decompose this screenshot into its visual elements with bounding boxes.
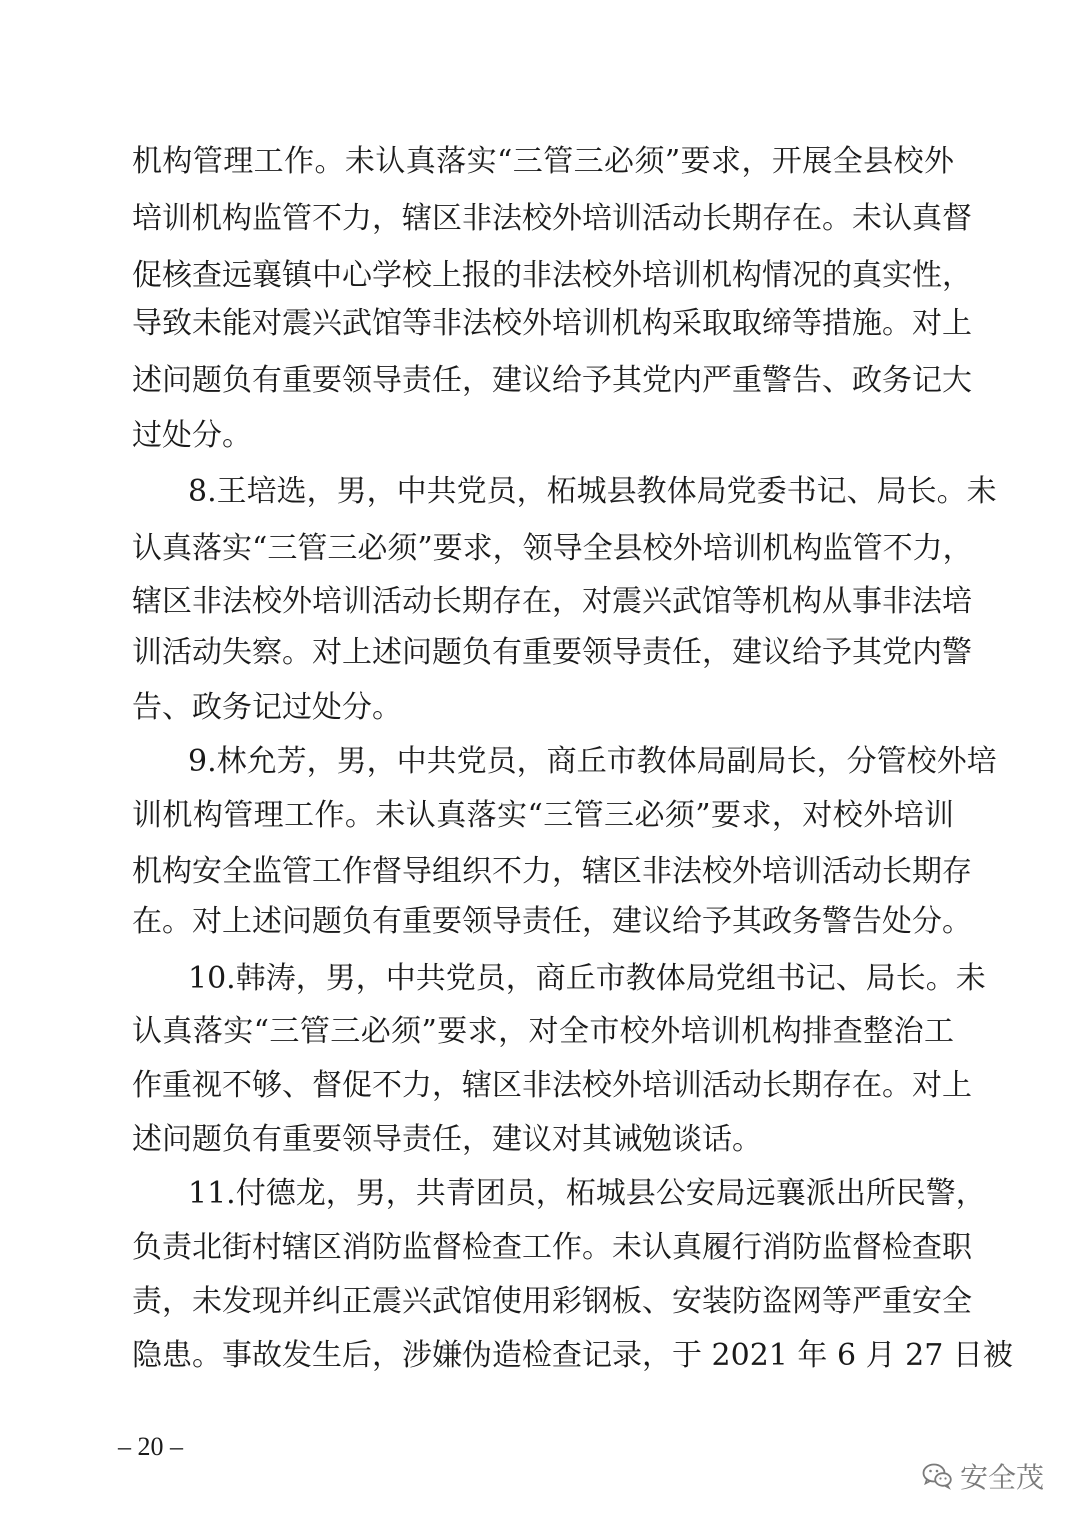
text-line: 述问题负有重要领导责任，建议对其诫勉谈话。 xyxy=(132,1122,762,1157)
text-line: 告、政务记过处分。 xyxy=(132,690,402,725)
text-line: 述问题负有重要领导责任，建议给予其党内严重警告、政务记大 xyxy=(132,363,972,398)
paragraph-first-line: 8.王培选，男，中共党员，柘城县教体局党委书记、局长。未 xyxy=(188,474,997,509)
paragraph-first-line: 10.韩涛，男，中共党员，商丘市教体局党组书记、局长。未 xyxy=(188,961,986,996)
page-number: – 20 – xyxy=(118,1432,183,1461)
watermark-text: 安全茂 xyxy=(959,1461,1044,1494)
text-line: 培训机构监管不力，辖区非法校外培训活动长期存在。未认真督 xyxy=(132,201,972,236)
text-line: 过处分。 xyxy=(132,418,252,453)
paragraph-first-line: 11.付德龙，男，共青团员，柘城县公安局远襄派出所民警， xyxy=(188,1176,986,1211)
text-line: 训活动失察。对上述问题负有重要领导责任，建议给予其党内警 xyxy=(132,635,972,670)
paragraph-first-line: 9.林允芳，男，中共党员，商丘市教体局副局长，分管校外培 xyxy=(188,744,997,779)
text-line: 机构安全监管工作督导组织不力，辖区非法校外培训活动长期存 xyxy=(132,854,972,889)
text-line: 促核查远襄镇中心学校上报的非法校外培训机构情况的真实性， xyxy=(132,258,972,293)
watermark xyxy=(922,1456,1044,1496)
wechat-icon xyxy=(922,1462,952,1490)
text-line: 导致未能对震兴武馆等非法校外培训机构采取取缔等措施。对上 xyxy=(132,306,972,341)
text-line: 作重视不够、督促不力，辖区非法校外培训活动长期存在。对上 xyxy=(132,1068,972,1103)
text-line: 认真落实“三管三必须”要求，对全市校外培训机构排查整治工 xyxy=(132,1014,954,1049)
text-line: 认真落实“三管三必须”要求，领导全县校外培训机构监管不力， xyxy=(132,531,973,566)
text-line: 训机构管理工作。未认真落实“三管三必须”要求，对校外培训 xyxy=(132,798,954,833)
text-line: 责，未发现并纠正震兴武馆使用彩钢板、安装防盗网等严重安全 xyxy=(132,1284,972,1319)
text-line: 在。对上述问题负有重要领导责任，建议给予其政务警告处分。 xyxy=(132,904,972,939)
text-line: 机构管理工作。未认真落实“三管三必须”要求，开展全县校外 xyxy=(132,144,954,179)
text-line: 负责北街村辖区消防监督检查工作。未认真履行消防监督检查职 xyxy=(132,1230,972,1265)
text-line: 隐患。事故发生后，涉嫌伪造检查记录，于 2021 年 6 月 27 日被 xyxy=(132,1338,1013,1373)
text-line: 辖区非法校外培训活动长期存在，对震兴武馆等机构从事非法培 xyxy=(132,584,972,619)
